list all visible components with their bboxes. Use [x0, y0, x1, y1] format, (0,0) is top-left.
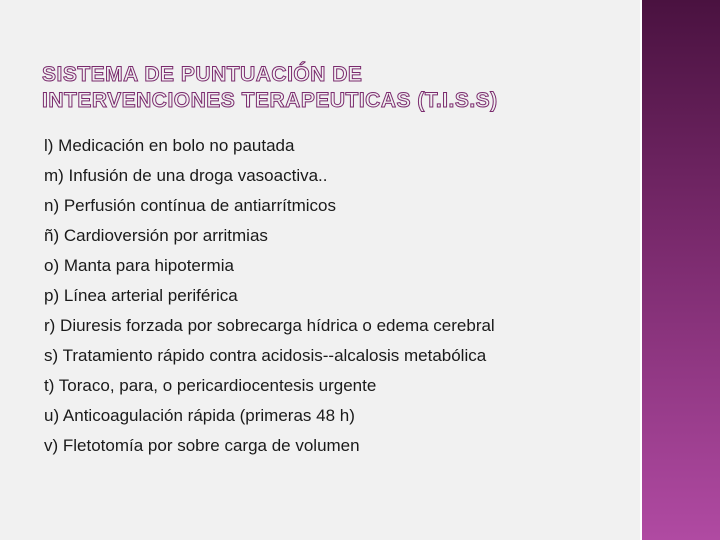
list-item: v) Fletotomía por sobre carga de volumen — [44, 436, 360, 455]
slide-title — [42, 62, 498, 114]
list-item: ñ) Cardioversión por arritmias — [44, 226, 268, 245]
list-item: n) Perfusión contínua de antiarrítmicos — [44, 196, 336, 215]
decorative-side-band — [640, 0, 720, 540]
list-item: m) Infusión de una droga vasoactiva.. — [44, 166, 328, 185]
list-item: p) Línea arterial periférica — [44, 286, 238, 305]
list-item: r) Diuresis forzada por sobrecarga hídrica o edema cerebral — [44, 316, 495, 335]
list-item: t) Toraco, para, o pericardiocentesis urgente — [44, 376, 377, 395]
list-item: s) Tratamiento rápido contra acidosis--alcalosis metabólica — [44, 346, 487, 365]
list-item: l) Medicación en bolo no pautada — [44, 136, 295, 155]
item-list — [44, 131, 495, 461]
slide-title-line-1: SISTEMA DE PUNTUACIÓN DE — [42, 63, 363, 86]
list-item: o) Manta para hipotermia — [44, 256, 234, 275]
list-item: u) Anticoagulación rápida (primeras 48 h) — [44, 406, 355, 425]
slide-title-line-2: INTERVENCIONES TERAPEUTICAS (T.I.S.S) — [42, 89, 498, 112]
